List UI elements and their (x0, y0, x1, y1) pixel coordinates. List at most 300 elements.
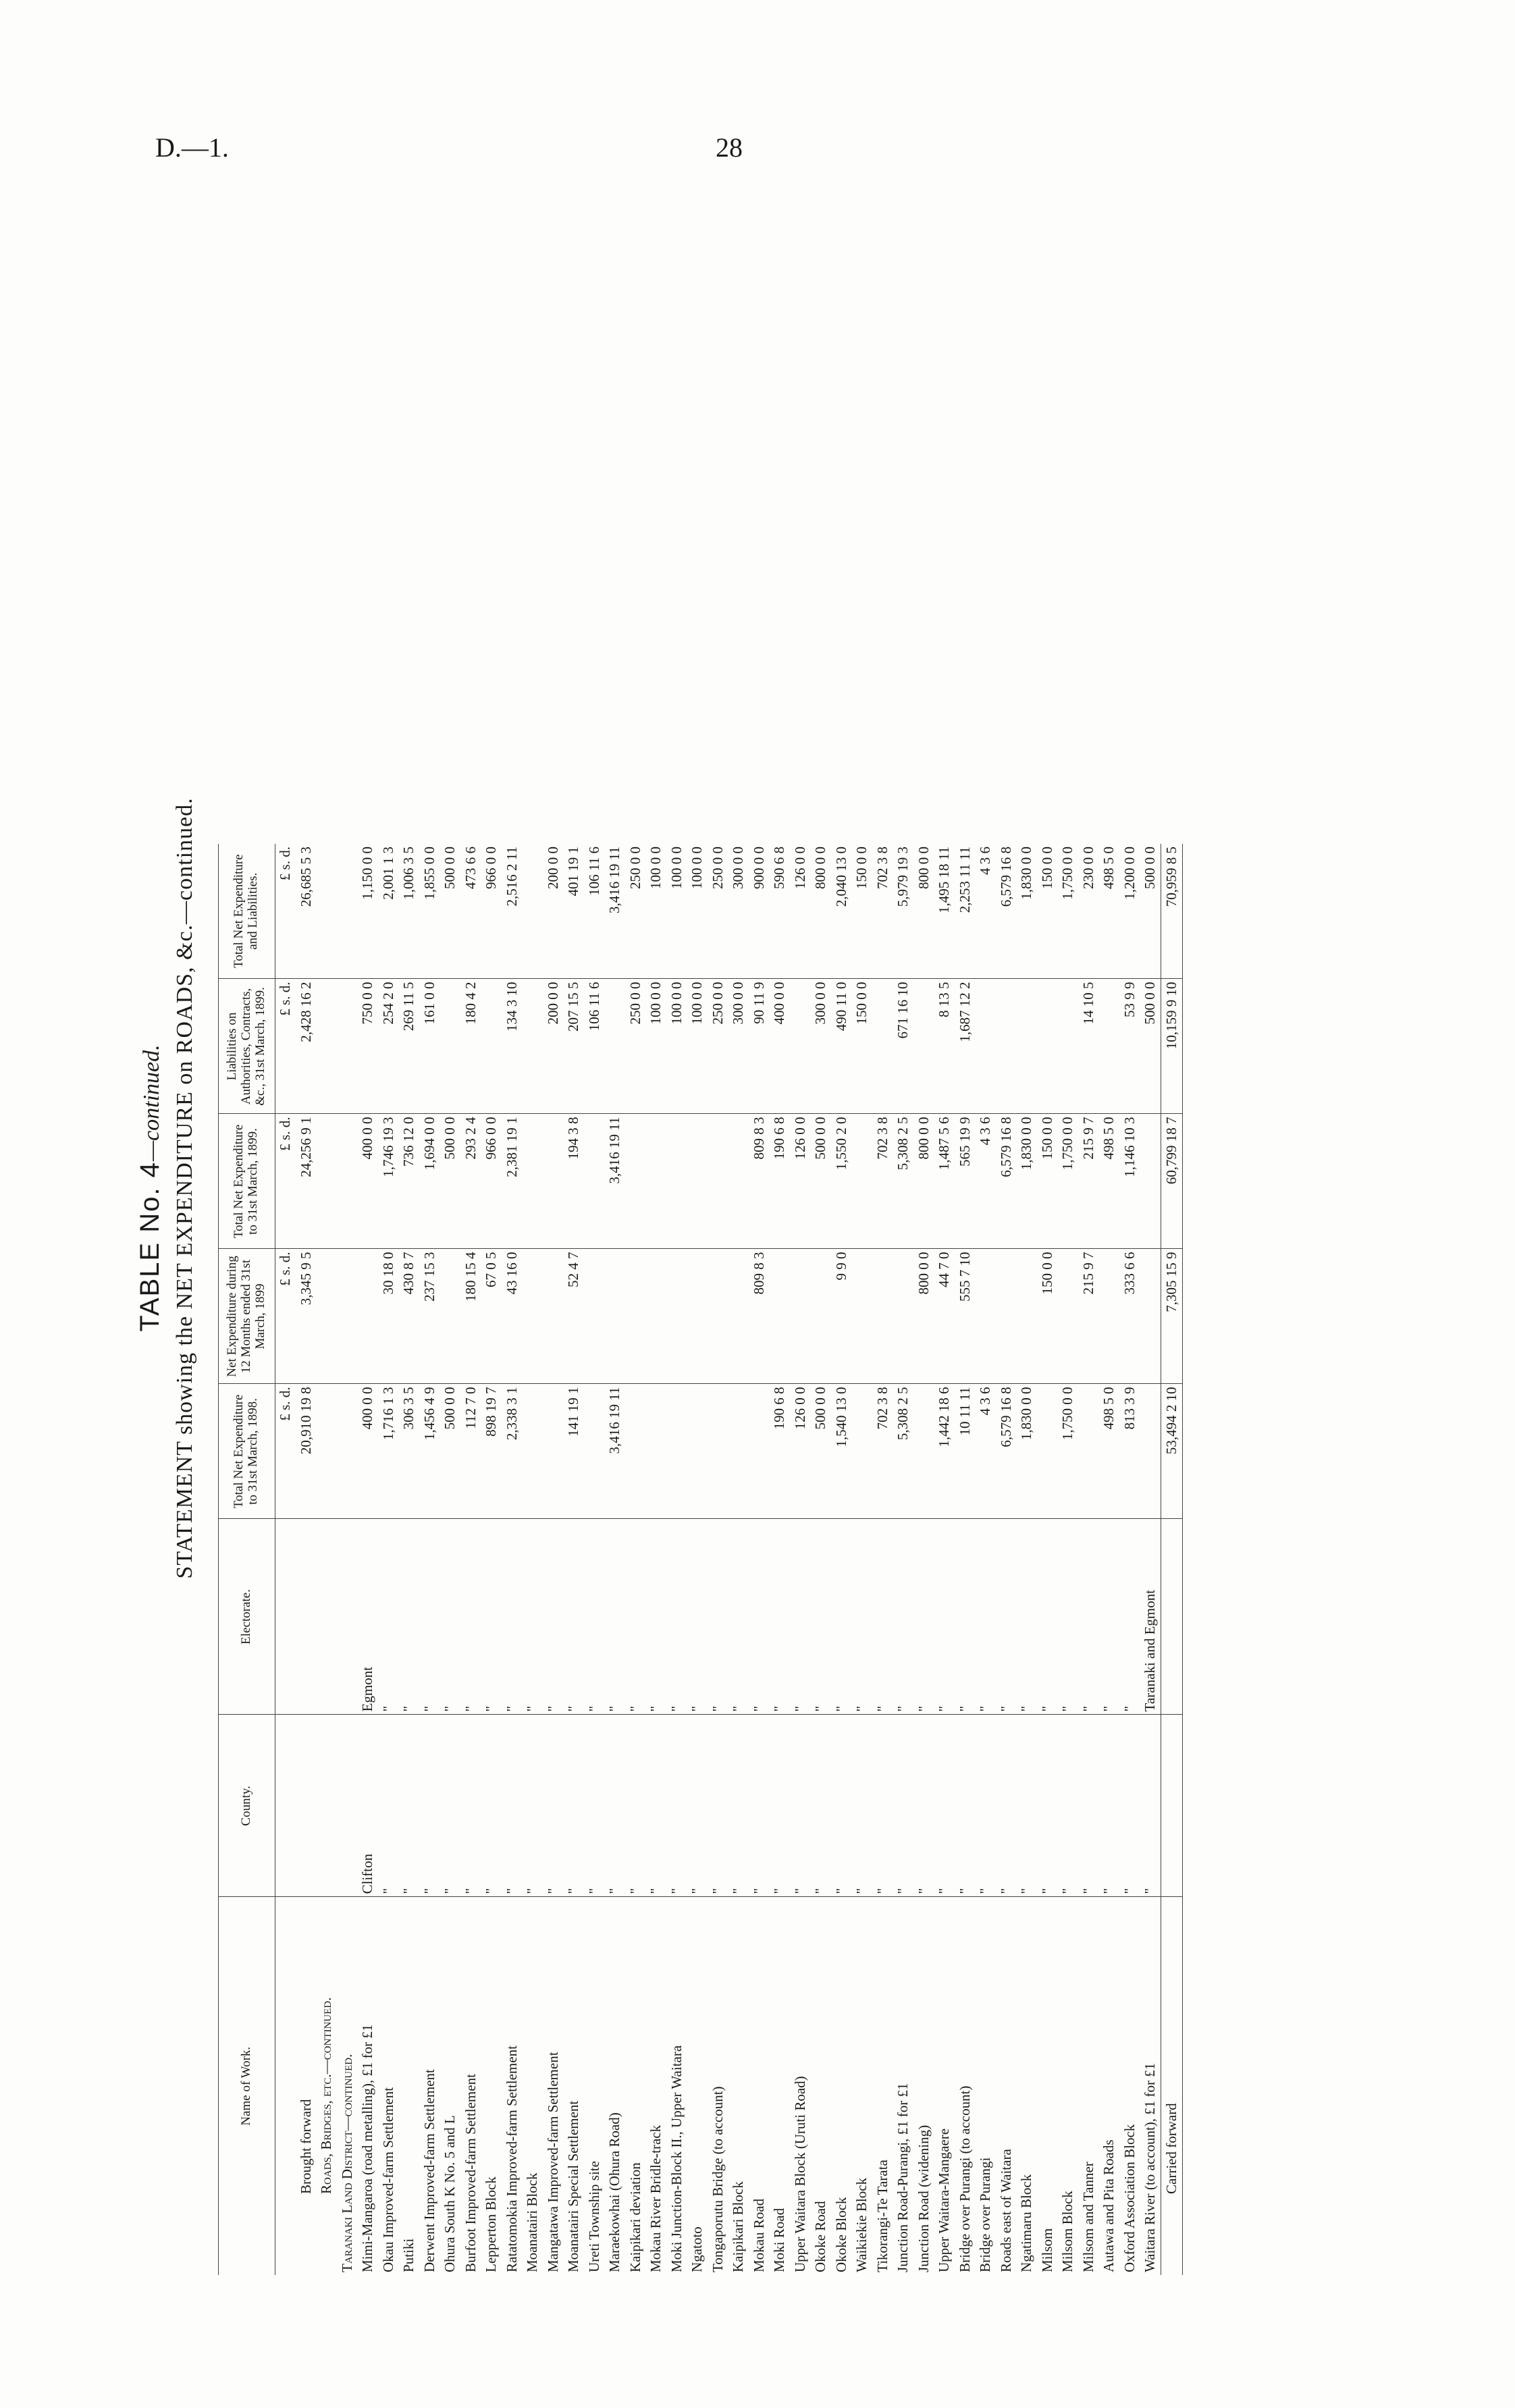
table-row (913, 844, 934, 2275)
table-row (811, 844, 832, 2275)
amount-cell: 500 0 0 (440, 1114, 461, 1249)
amount-cell (687, 1384, 708, 1519)
amount-cell: 215 9 7 (1078, 1249, 1099, 1384)
amount-cell: 126 0 0 (790, 1114, 811, 1249)
electorate-cell: " (378, 1519, 399, 1715)
amount-cell: 180 15 4 (460, 1249, 481, 1384)
table-row (358, 844, 379, 2275)
table-row (1037, 844, 1058, 2275)
amount-cell (337, 1114, 358, 1249)
amount-cell (646, 1384, 667, 1519)
county-cell: " (646, 1715, 667, 1897)
table-body (275, 844, 1182, 2275)
county-cell: " (872, 1715, 893, 1897)
amount-cell (976, 979, 996, 1114)
amount-cell: 230 0 0 (1078, 844, 1099, 979)
county-cell: " (1078, 1715, 1099, 1897)
amount-cell: 306 3 5 (399, 1384, 420, 1519)
amount-cell: 1,550 2 0 (831, 1114, 852, 1249)
work-name: Kaipikari deviation (627, 2162, 643, 2272)
amount-cell: 498 5 0 (1099, 1384, 1120, 1519)
work-name: Bridge over Purangi (to account) (956, 2085, 973, 2272)
amount-cell: 5,979 19 3 (893, 844, 914, 979)
amount-cell: 269 11 5 (399, 979, 420, 1114)
amount-cell: 20,910 19 8 (296, 1384, 317, 1519)
electorate-cell: " (523, 1519, 543, 1715)
electorate-cell: " (625, 1519, 646, 1715)
amount-cell: 500 0 0 (1140, 844, 1161, 979)
electorate-cell: " (1099, 1519, 1120, 1715)
county-cell (296, 1715, 317, 1897)
amount-cell (625, 1249, 646, 1384)
amount-cell: 490 11 0 (831, 979, 852, 1114)
amount-cell: 250 0 0 (708, 979, 728, 1114)
work-name: Ratatomokia Improved-farm Settlement (503, 2045, 520, 2272)
expenditure-table (218, 844, 1183, 2275)
electorate-cell: " (728, 1519, 749, 1715)
amount-cell: 67 0 5 (481, 1249, 502, 1384)
rotated-table-page (135, 101, 1269, 2275)
amount-cell: 3,345 9 5 (296, 1249, 317, 1384)
county-cell: " (666, 1715, 687, 1897)
amount-cell: 2,338 3 1 (502, 1384, 523, 1519)
electorate-cell: " (749, 1519, 770, 1715)
amount-cell: 809 8 3 (749, 1249, 770, 1384)
amount-cell: 254 2 0 (378, 979, 399, 1114)
work-name: Taranaki Land District—continued. (338, 2054, 355, 2272)
work-name: Moki Junction-Block II., Upper Waitara (668, 2045, 685, 2272)
amount-cell (1017, 979, 1038, 1114)
electorate-cell: " (419, 1519, 440, 1715)
table-title-main: TABLE No. 4 (135, 1161, 165, 1332)
col-header-net-1899: Net Expenditure during 12 Months ended 31st March, 1899 (219, 1249, 275, 1384)
county-cell: " (811, 1715, 832, 1897)
amount-cell (523, 1384, 543, 1519)
county-cell (317, 1715, 338, 1897)
work-name: Upper Waitara Block (Uruti Road) (791, 2076, 808, 2272)
work-name: Mokau Road (750, 2198, 767, 2272)
table-row (666, 844, 687, 2275)
amount-cell: 2,001 1 3 (378, 844, 399, 979)
table-row (893, 844, 914, 2275)
amount-cell: 2,381 19 1 (502, 1114, 523, 1249)
amount-cell: 250 0 0 (625, 844, 646, 979)
amount-cell: 966 0 0 (481, 1114, 502, 1249)
total-amount-cell: 70,959 8 5 (1161, 844, 1183, 979)
county-cell: " (564, 1715, 585, 1897)
amount-cell: 702 3 8 (872, 1384, 893, 1519)
work-name: Roads, Bridges, etc.—continued. (318, 1997, 335, 2194)
amount-cell (358, 1249, 379, 1384)
county-cell: " (687, 1715, 708, 1897)
electorate-cell: " (1017, 1519, 1038, 1715)
county-cell: Clifton (358, 1715, 379, 1897)
amount-cell: 702 3 8 (872, 844, 893, 979)
amount-cell: 500 0 0 (811, 1384, 832, 1519)
amount-cell: 702 3 8 (872, 1114, 893, 1249)
amount-cell (790, 1249, 811, 1384)
amount-cell: 190 6 8 (770, 1384, 791, 1519)
amount-cell: 52 4 7 (564, 1249, 585, 1384)
electorate-cell: " (770, 1519, 791, 1715)
county-cell: " (481, 1715, 502, 1897)
unit-label: £ s. d. (275, 844, 296, 979)
col-header-liabilities: Liabilities on Authorities, Contracts, &c., 31st March, 1899. (219, 979, 275, 1114)
electorate-cell: Egmont (358, 1519, 379, 1715)
work-name: Junction Road-Purangi, £1 for £1 (895, 2083, 911, 2272)
header-row (219, 844, 275, 2275)
table-row (976, 844, 996, 2275)
county-cell: " (1017, 1715, 1038, 1897)
amount-cell: 1,830 0 0 (1017, 1114, 1038, 1249)
amount-cell: 1,495 18 11 (934, 844, 955, 979)
amount-cell (687, 1249, 708, 1384)
amount-cell: 237 15 3 (419, 1249, 440, 1384)
amount-cell: 2,516 2 11 (502, 844, 523, 979)
total-amount-cell: 10,159 9 10 (1161, 979, 1183, 1114)
amount-cell: 900 0 0 (749, 844, 770, 979)
amount-cell (625, 1114, 646, 1249)
table-row (955, 844, 976, 2275)
work-name: Autawa and Pita Roads (1100, 2139, 1117, 2272)
amount-cell: 30 18 0 (378, 1249, 399, 1384)
electorate-cell: " (399, 1519, 420, 1715)
amount-cell: 6,579 16 8 (996, 1384, 1017, 1519)
amount-cell: 100 0 0 (666, 979, 687, 1114)
table-row (934, 844, 955, 2275)
table-title-suffix: —continued. (139, 1044, 164, 1162)
amount-cell (584, 1249, 605, 1384)
amount-cell: 5,308 2 5 (893, 1384, 914, 1519)
amount-cell: 14 10 5 (1078, 979, 1099, 1114)
amount-cell: 6,579 16 8 (996, 844, 1017, 979)
electorate-cell: " (913, 1519, 934, 1715)
amount-cell: 800 0 0 (811, 844, 832, 979)
amount-cell: 250 0 0 (625, 979, 646, 1114)
amount-cell: 9 9 0 (831, 1249, 852, 1384)
amount-cell (337, 844, 358, 979)
amount-cell: 750 0 0 (358, 979, 379, 1114)
amount-cell: 333 6 6 (1119, 1249, 1140, 1384)
amount-cell (317, 844, 338, 979)
work-name: Bridge over Purangi (977, 2157, 994, 2272)
amount-cell: 1,750 0 0 (1058, 1384, 1079, 1519)
work-name: Burfoot Improved-farm Settlement (462, 2074, 479, 2272)
electorate-cell: " (1119, 1519, 1140, 1715)
amount-cell: 430 8 7 (399, 1249, 420, 1384)
amount-cell (605, 979, 626, 1114)
amount-cell: 100 0 0 (687, 844, 708, 979)
unit-label: £ s. d. (275, 1114, 296, 1249)
table-row (523, 844, 543, 2275)
work-name: Mimi-Mangaroa (road metalling), £1 for £1 (359, 2024, 376, 2272)
work-name: Okoke Block (832, 2197, 849, 2272)
electorate-cell: " (996, 1519, 1017, 1715)
document-code: D.—1. (155, 132, 229, 163)
amount-cell: 1,146 10 3 (1119, 1114, 1140, 1249)
amount-cell: 100 0 0 (646, 979, 667, 1114)
work-name: Oxford Association Block (1121, 2124, 1138, 2272)
county-cell: " (399, 1715, 420, 1897)
amount-cell: 5,308 2 5 (893, 1114, 914, 1249)
amount-cell: 190 6 8 (770, 1114, 791, 1249)
amount-cell: 4 3 6 (976, 1114, 996, 1249)
amount-cell (440, 979, 461, 1114)
amount-cell: 215 9 7 (1078, 1114, 1099, 1249)
table-row (831, 844, 852, 2275)
work-name: Roads east of Waitara (997, 2149, 1014, 2272)
amount-cell: 126 0 0 (790, 844, 811, 979)
county-cell (337, 1715, 358, 1897)
table-row (1017, 844, 1038, 2275)
electorate-cell: " (831, 1519, 852, 1715)
table-row (687, 844, 708, 2275)
work-name: Brought forward (297, 2099, 314, 2194)
amount-cell (646, 1249, 667, 1384)
units-spacer (275, 1519, 296, 1715)
amount-cell (1099, 1249, 1120, 1384)
amount-cell: 200 0 0 (543, 844, 564, 979)
amount-cell: 498 5 0 (1099, 844, 1120, 979)
electorate-cell (337, 1519, 358, 1715)
table-row (1140, 844, 1161, 2275)
amount-cell (1140, 1384, 1161, 1519)
amount-cell: 1,855 0 0 (419, 844, 440, 979)
work-name: Junction Road (widening) (915, 2124, 932, 2272)
amount-cell: 6,579 16 8 (996, 1114, 1017, 1249)
electorate-cell: " (1078, 1519, 1099, 1715)
units-spacer (275, 1897, 296, 2275)
amount-cell (666, 1384, 687, 1519)
col-header-total-1898: Total Net Expenditure to 31st March, 1898. (219, 1384, 275, 1519)
amount-cell: 100 0 0 (666, 844, 687, 979)
amount-cell (337, 979, 358, 1114)
county-cell: " (934, 1715, 955, 1897)
amount-cell (852, 1114, 873, 1249)
amount-cell (770, 1249, 791, 1384)
county-cell: " (1099, 1715, 1120, 1897)
work-name: Waitara River (to account), £1 for £1 (1142, 2062, 1159, 2272)
electorate-cell: " (564, 1519, 585, 1715)
amount-cell: 100 0 0 (687, 979, 708, 1114)
work-name: Ureti Township site (585, 2161, 602, 2272)
work-name: Upper Waitara-Mangaere (936, 2128, 953, 2272)
electorate-cell: " (543, 1519, 564, 1715)
total-amount-cell: 60,799 18 7 (1161, 1114, 1183, 1249)
unit-label: £ s. d. (275, 1384, 296, 1519)
electorate-cell (296, 1519, 317, 1715)
amount-cell (1078, 1384, 1099, 1519)
county-cell: " (996, 1715, 1017, 1897)
amount-cell: 1,750 0 0 (1058, 1114, 1079, 1249)
work-name: Derwent Improved-farm Settlement (421, 2069, 437, 2272)
amount-cell (852, 1384, 873, 1519)
county-cell: " (378, 1715, 399, 1897)
work-name: Mokau River Bridle-track (647, 2124, 664, 2272)
units-spacer (275, 1715, 296, 1897)
work-name: Tongaporutu Bridge (to account) (709, 2086, 726, 2272)
amount-cell: 671 16 10 (893, 979, 914, 1114)
amount-cell: 401 19 1 (564, 844, 585, 979)
county-cell: " (460, 1715, 481, 1897)
amount-cell (976, 1249, 996, 1384)
table-row (502, 844, 523, 2275)
work-name: Maraekowhai (Ohura Road) (606, 2112, 623, 2272)
total-amount-cell: 53,494 2 10 (1161, 1384, 1183, 1519)
amount-cell (1037, 1384, 1058, 1519)
electorate-cell: " (1037, 1519, 1058, 1715)
amount-cell: 1,456 4 9 (419, 1384, 440, 1519)
amount-cell (317, 1384, 338, 1519)
table-row (605, 844, 626, 2275)
amount-cell (708, 1114, 728, 1249)
amount-cell (666, 1249, 687, 1384)
work-name: Moki Road (771, 2208, 788, 2272)
amount-cell (317, 1249, 338, 1384)
amount-cell: 126 0 0 (790, 1384, 811, 1519)
work-name: Mangatawa Improved-farm Settlement (544, 2052, 561, 2272)
amount-cell: 26,685 5 3 (296, 844, 317, 979)
table-row (749, 844, 770, 2275)
amount-cell: 4 3 6 (976, 844, 996, 979)
amount-cell: 207 15 5 (564, 979, 585, 1114)
work-name: Milsom and Tanner (1080, 2162, 1096, 2272)
work-name: Moanatairi Special Settlement (565, 2100, 582, 2272)
county-cell: " (584, 1715, 605, 1897)
amount-cell (708, 1384, 728, 1519)
amount-cell (666, 1114, 687, 1249)
amount-cell: 293 2 4 (460, 1114, 481, 1249)
amount-cell (1058, 1249, 1079, 1384)
county-cell: " (543, 1715, 564, 1897)
amount-cell (996, 979, 1017, 1114)
total-amount-cell: 7,305 15 9 (1161, 1249, 1183, 1384)
electorate-cell: " (872, 1519, 893, 1715)
county-cell: " (955, 1715, 976, 1897)
work-name: Putiki (400, 2238, 417, 2272)
work-name: Ohura South K No. 5 and L (442, 2115, 458, 2272)
amount-cell: 2,428 16 2 (296, 979, 317, 1114)
amount-cell (913, 979, 934, 1114)
work-name: Okau Improved-farm Settlement (379, 2087, 396, 2272)
amount-cell: 590 6 8 (770, 844, 791, 979)
unit-label: £ s. d. (275, 979, 296, 1114)
work-name: Milsom Block (1059, 2191, 1076, 2272)
amount-cell (1140, 1114, 1161, 1249)
amount-cell: 100 0 0 (646, 844, 667, 979)
col-header-total-liabilities: Total Net Expenditure and Liabilities. (219, 844, 275, 979)
amount-cell (543, 1114, 564, 1249)
electorate-cell (317, 1519, 338, 1715)
amount-cell (708, 1249, 728, 1384)
electorate-cell: " (893, 1519, 914, 1715)
amount-cell: 400 0 0 (358, 1114, 379, 1249)
amount-cell: 1,006 3 5 (399, 844, 420, 979)
amount-cell: 1,750 0 0 (1058, 844, 1079, 979)
amount-cell (790, 979, 811, 1114)
amount-cell: 134 3 10 (502, 979, 523, 1114)
amount-cell: 150 0 0 (852, 979, 873, 1114)
amount-cell: 500 0 0 (440, 1384, 461, 1519)
amount-cell: 1,694 0 0 (419, 1114, 440, 1249)
amount-cell (1099, 979, 1120, 1114)
amount-cell: 8 13 5 (934, 979, 955, 1114)
units-row (275, 844, 296, 2275)
table-row (770, 844, 791, 2275)
electorate-cell: " (852, 1519, 873, 1715)
amount-cell (1037, 979, 1058, 1114)
table-row (399, 844, 420, 2275)
amount-cell: 200 0 0 (543, 979, 564, 1114)
amount-cell (872, 1249, 893, 1384)
amount-cell: 4 3 6 (976, 1384, 996, 1519)
amount-cell (996, 1249, 1017, 1384)
amount-cell (317, 1114, 338, 1249)
work-name: Ngatimaru Block (1018, 2174, 1035, 2272)
table-row (296, 844, 317, 2275)
work-name: Ngatoto (689, 2226, 706, 2272)
amount-cell: 44 7 0 (934, 1249, 955, 1384)
amount-cell: 1,150 0 0 (358, 844, 379, 979)
amount-cell (523, 1249, 543, 1384)
amount-cell: 800 0 0 (913, 1249, 934, 1384)
amount-cell (749, 1384, 770, 1519)
table-row (337, 844, 358, 2275)
county-cell: " (502, 1715, 523, 1897)
county-cell: " (1037, 1715, 1058, 1897)
amount-cell: 1,487 5 6 (934, 1114, 955, 1249)
electorate-cell: " (790, 1519, 811, 1715)
amount-cell (687, 1114, 708, 1249)
county-cell: " (790, 1715, 811, 1897)
county-cell: " (749, 1715, 770, 1897)
amount-cell: 300 0 0 (811, 979, 832, 1114)
table-row (584, 844, 605, 2275)
work-name: Okoke Road (812, 2201, 829, 2272)
amount-cell (913, 1384, 934, 1519)
county-cell: " (605, 1715, 626, 1897)
table-row (996, 844, 1017, 2275)
table-row (378, 844, 399, 2275)
county-cell: " (440, 1715, 461, 1897)
amount-cell (1058, 979, 1079, 1114)
amount-cell: 555 7 10 (955, 1249, 976, 1384)
amount-cell: 2,253 11 11 (955, 844, 976, 979)
table-row (625, 844, 646, 2275)
county-cell: " (852, 1715, 873, 1897)
table-row (317, 844, 338, 2275)
amount-cell: 1,830 0 0 (1017, 844, 1038, 979)
electorate-cell: " (687, 1519, 708, 1715)
county-cell: " (523, 1715, 543, 1897)
amount-cell (584, 1384, 605, 1519)
amount-cell (1140, 1249, 1161, 1384)
amount-cell: 180 4 2 (460, 979, 481, 1114)
county-cell: " (976, 1715, 996, 1897)
amount-cell (543, 1249, 564, 1384)
amount-cell: 150 0 0 (1037, 1114, 1058, 1249)
amount-cell: 800 0 0 (913, 844, 934, 979)
county-cell: " (728, 1715, 749, 1897)
county-cell: " (625, 1715, 646, 1897)
amount-cell: 300 0 0 (728, 979, 749, 1114)
county-cell: " (419, 1715, 440, 1897)
electorate-cell: " (955, 1519, 976, 1715)
table-row (790, 844, 811, 2275)
amount-cell (1017, 1249, 1038, 1384)
amount-cell: 898 19 7 (481, 1384, 502, 1519)
electorate-cell: " (666, 1519, 687, 1715)
